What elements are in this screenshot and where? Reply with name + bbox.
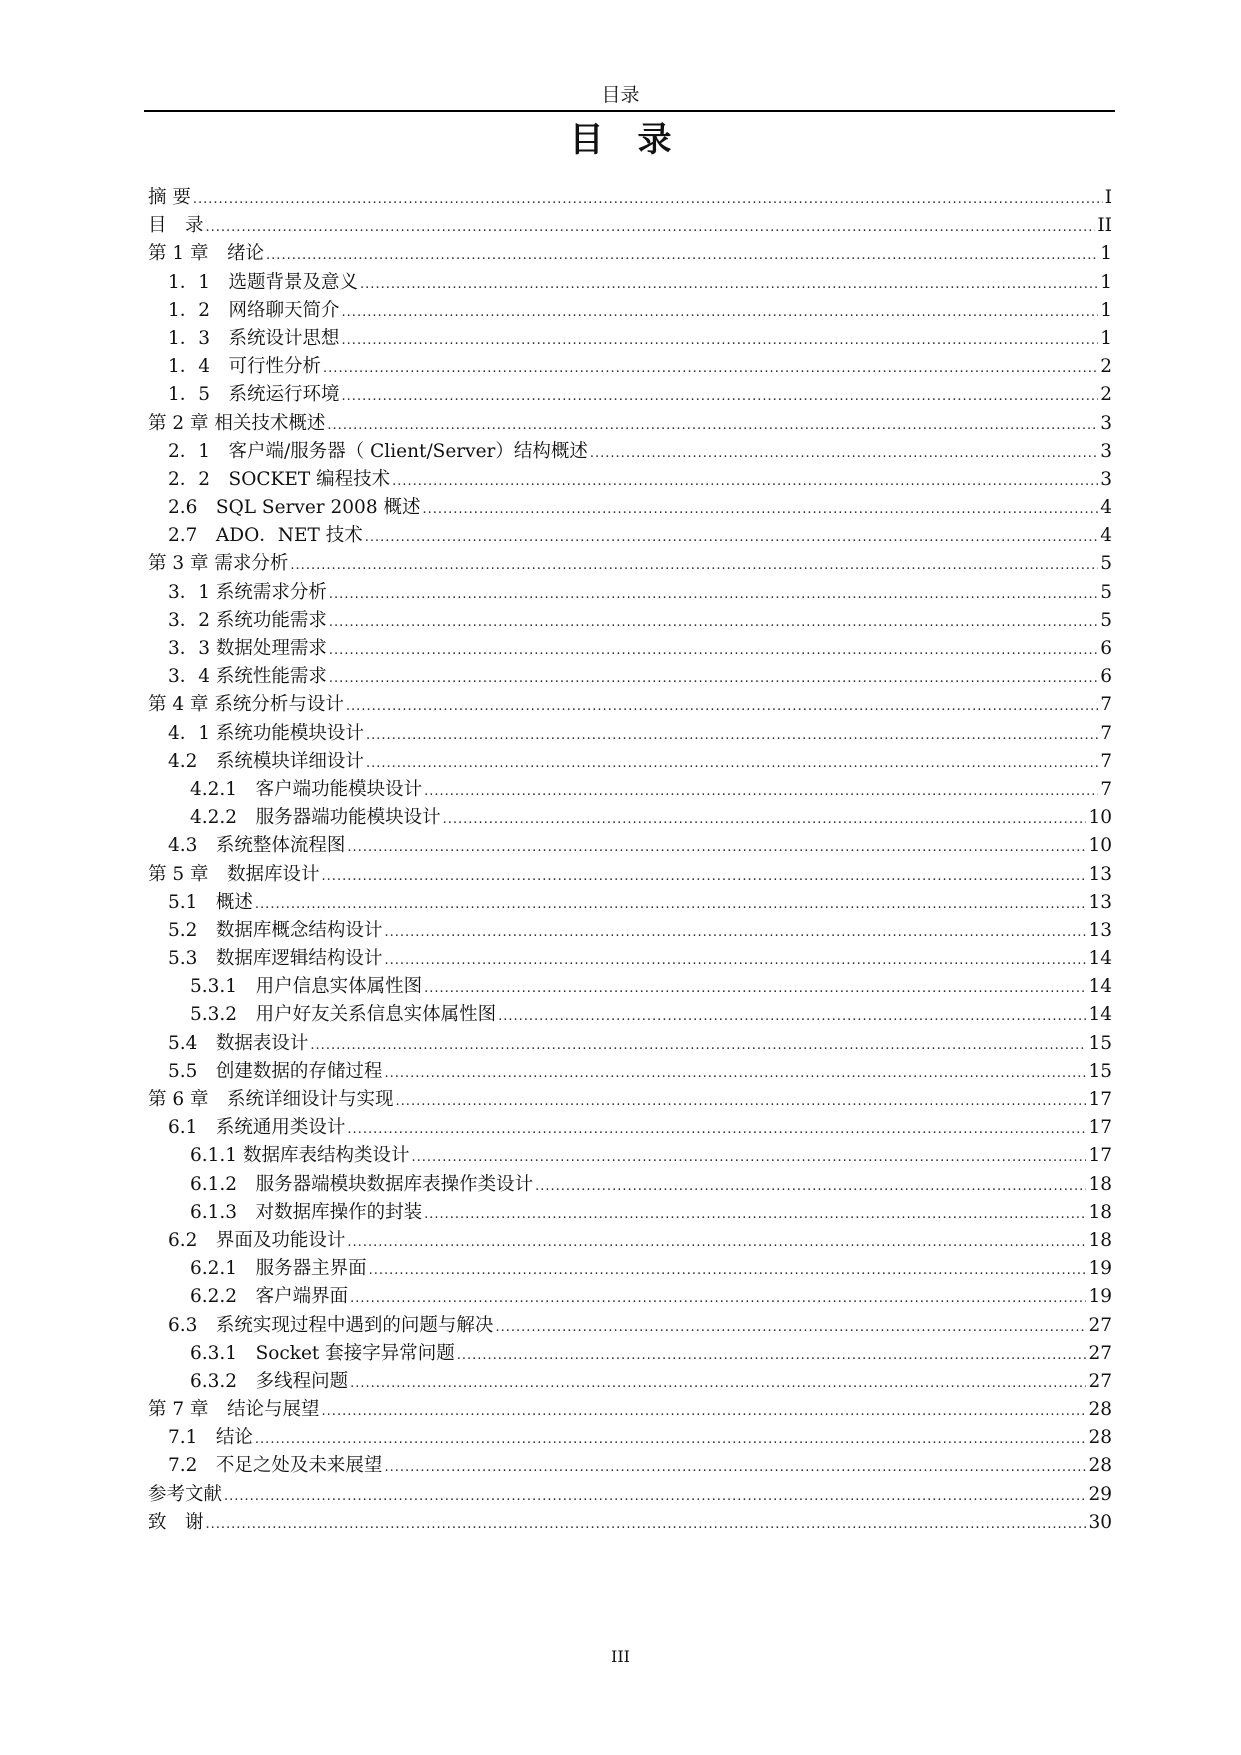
toc-entry[interactable] (148, 1255, 1112, 1283)
toc-entry-title: 第 3 章 需求分析 (148, 553, 289, 575)
dot-leader (310, 1032, 1086, 1058)
toc-entry-page: 4 (1100, 525, 1112, 547)
dot-leader (255, 1426, 1087, 1452)
dot-leader (327, 412, 1098, 438)
toc-entry-title: 5.3 数据库逻辑结构设计 (168, 948, 383, 970)
dot-leader (384, 919, 1086, 945)
toc-entry-page: 5 (1100, 581, 1112, 603)
toc-entry-title: 1．1 选题背景及意义 (168, 271, 359, 293)
toc-entry[interactable] (148, 832, 1112, 860)
dot-leader (443, 806, 1087, 832)
dot-leader (342, 383, 1099, 409)
toc-entry-title: 4.2.1 客户端功能模块设计 (190, 778, 423, 800)
toc-entry-page: 5 (1100, 609, 1112, 631)
toc-entry[interactable] (148, 353, 1112, 381)
toc-entry-title: 1．2 网络聊天简介 (168, 299, 340, 321)
toc-entry-title: 6.1.1 数据库表结构类设计 (190, 1145, 410, 1167)
toc-entry-title: 1．4 可行性分析 (168, 356, 322, 378)
toc-entry-page: 30 (1088, 1511, 1112, 1533)
toc-entry-title: 参考文献 (148, 1483, 223, 1505)
toc-entry-page: 28 (1088, 1455, 1112, 1477)
header-rule (144, 110, 1115, 112)
toc-entry-title: 3．3 数据处理需求 (168, 638, 327, 659)
toc-entry[interactable] (148, 550, 1112, 578)
toc-entry-title: 6.2.1 服务器主界面 (190, 1258, 367, 1280)
toc-entry-page: 3 (1100, 412, 1112, 434)
dot-leader (255, 891, 1087, 917)
dot-leader (342, 327, 1099, 353)
toc-entry-page: 1 (1100, 327, 1112, 349)
toc-entry[interactable] (148, 1396, 1112, 1424)
toc-entry[interactable] (148, 325, 1112, 353)
toc-entry[interactable] (148, 1312, 1112, 1340)
running-header: 目录 (601, 84, 640, 106)
toc-entry[interactable] (148, 1114, 1112, 1142)
toc-entry-page: 17 (1088, 1089, 1112, 1110)
dot-leader (424, 1201, 1086, 1227)
toc-entry-page: 13 (1088, 863, 1112, 885)
toc-entry[interactable] (148, 945, 1112, 973)
toc-entry-title: 5.2 数据库概念结构设计 (168, 919, 383, 941)
toc-entry-title: 6.1.3 对数据库操作的封装 (190, 1201, 423, 1223)
toc-entry-title: 3．4 系统性能需求 (168, 666, 327, 688)
dot-leader (350, 1285, 1086, 1311)
toc-entry-page: 7 (1100, 778, 1112, 800)
toc-entry-page: 7 (1100, 750, 1112, 772)
dot-leader (366, 722, 1098, 748)
toc-entry-page: 1 (1100, 299, 1112, 321)
toc-entry[interactable] (148, 1058, 1112, 1086)
toc-entry-title: 第 7 章 结论与展望 (148, 1399, 320, 1421)
dot-leader (384, 947, 1086, 973)
toc-entry-page: 17 (1088, 1145, 1112, 1167)
toc-entry-page: 14 (1088, 1004, 1112, 1026)
toc-entry[interactable] (148, 1452, 1112, 1480)
dot-leader (498, 1003, 1086, 1029)
dot-leader (365, 524, 1099, 550)
dot-leader (266, 242, 1098, 268)
toc-entry-page: 18 (1088, 1173, 1112, 1195)
toc-entry-title: 5.4 数据表设计 (168, 1032, 309, 1054)
toc-entry[interactable] (148, 804, 1112, 832)
toc-entry-title: 7.1 结论 (168, 1427, 253, 1449)
toc-entry[interactable] (148, 381, 1112, 409)
toc-entry[interactable] (148, 607, 1112, 635)
toc-entry[interactable] (148, 297, 1112, 325)
toc-entry-title: 4.3 系统整体流程图 (168, 835, 346, 857)
toc-entry-title: 2．1 客户端/服务器（ Client/Server）结构概述 (168, 440, 588, 462)
toc-entry-page: 27 (1088, 1342, 1112, 1364)
dot-leader (457, 1342, 1087, 1368)
toc-entry-page: 29 (1088, 1483, 1112, 1505)
toc-entry-page: I (1104, 187, 1112, 208)
dot-leader (329, 581, 1098, 607)
toc-entry-page: 7 (1100, 694, 1112, 716)
toc-entry-title: 第 4 章 系统分析与设计 (148, 694, 344, 716)
dot-leader (422, 496, 1098, 522)
toc-entry-title: 第 1 章 绪论 (148, 243, 265, 265)
dot-leader (323, 355, 1098, 381)
toc-entry[interactable] (148, 1340, 1112, 1368)
toc-entry-page: 1 (1100, 243, 1112, 265)
toc-entry-page: 13 (1088, 919, 1112, 941)
toc-entry[interactable] (148, 1481, 1112, 1509)
dot-leader (424, 778, 1098, 804)
toc-entry[interactable] (148, 269, 1112, 297)
toc-entry[interactable] (148, 889, 1112, 917)
dot-leader (206, 214, 1096, 240)
dot-leader (342, 299, 1099, 325)
toc-entry[interactable] (148, 973, 1112, 1001)
toc-entry-title: 2.6 SQL Server 2008 概述 (168, 497, 421, 519)
toc-entry[interactable] (148, 635, 1112, 663)
toc-entry-title: 4．1 系统功能模块设计 (168, 722, 364, 744)
toc-entry-title: 6.1.2 服务器端模块数据库表操作类设计 (190, 1173, 534, 1195)
toc-entry-page: 3 (1100, 468, 1112, 490)
toc-entry[interactable] (148, 410, 1112, 438)
toc-entry-page: 4 (1100, 497, 1112, 519)
toc-entry-title: 7.2 不足之处及未来展望 (168, 1455, 383, 1477)
toc-entry[interactable] (148, 522, 1112, 550)
toc-entry[interactable] (148, 240, 1112, 268)
toc-entry-title: 6.3.1 Socket 套接字异常问题 (190, 1342, 455, 1364)
toc-entry-title: 5.3.1 用户信息实体属性图 (190, 976, 423, 998)
toc-entry-page: 27 (1088, 1314, 1112, 1336)
toc-entry[interactable] (148, 1368, 1112, 1396)
toc-entry-title: 6.2 界面及功能设计 (168, 1229, 346, 1251)
toc-entry[interactable] (148, 1142, 1112, 1170)
toc-entry[interactable] (148, 1509, 1112, 1537)
toc-entry[interactable] (148, 663, 1112, 691)
toc-entry[interactable] (148, 184, 1112, 212)
toc-entry[interactable] (148, 1227, 1112, 1255)
toc-entry-title: 5.5 创建数据的存储过程 (168, 1060, 383, 1082)
dot-leader (224, 1483, 1086, 1509)
dot-leader (384, 1060, 1086, 1086)
toc-entry-page: 6 (1100, 638, 1112, 659)
toc-entry-title: 1．3 系统设计思想 (168, 327, 340, 349)
dot-leader (329, 637, 1098, 663)
dot-leader (193, 186, 1103, 212)
toc-entry-page: 15 (1088, 1032, 1112, 1054)
toc-entry-title: 2．2 SOCKET 编程技术 (168, 468, 391, 490)
toc-entry[interactable] (148, 579, 1112, 607)
toc-entry[interactable] (148, 1283, 1112, 1311)
toc-entry[interactable] (148, 1424, 1112, 1452)
toc-entry-title: 5.3.2 用户好友关系信息实体属性图 (190, 1004, 497, 1026)
toc-entry[interactable] (148, 438, 1112, 466)
dot-leader (424, 975, 1086, 1001)
toc-entry-title: 目 录 (148, 215, 204, 237)
toc-entry[interactable] (148, 1030, 1112, 1058)
toc-entry-page: 28 (1088, 1427, 1112, 1449)
dot-leader (290, 552, 1098, 578)
toc-entry-page: 13 (1088, 891, 1112, 913)
dot-leader (350, 1370, 1086, 1396)
toc-entry[interactable] (148, 720, 1112, 748)
dot-leader (384, 1454, 1086, 1480)
toc-entry[interactable] (148, 861, 1112, 889)
dot-leader (392, 468, 1098, 494)
toc-entry[interactable] (148, 466, 1112, 494)
toc-entry-page: 27 (1088, 1370, 1112, 1392)
toc-entry-title: 4.2.2 服务器端功能模块设计 (190, 807, 441, 829)
dot-leader (396, 1088, 1087, 1114)
toc-entry-page: 19 (1088, 1258, 1112, 1280)
toc-entry-title: 6.3.2 多线程问题 (190, 1370, 349, 1392)
toc-entry-page: 14 (1088, 948, 1112, 970)
toc-entry-page: 28 (1088, 1399, 1112, 1421)
toc-entry-page: 2 (1100, 356, 1112, 378)
dot-leader (535, 1173, 1086, 1199)
toc-entry[interactable] (148, 1171, 1112, 1199)
toc-entry[interactable] (148, 776, 1112, 804)
toc-entry-page: 18 (1088, 1201, 1112, 1223)
toc-entry-title: 6.3 系统实现过程中遇到的问题与解决 (168, 1314, 494, 1336)
toc-entry-title: 3．1 系统需求分析 (168, 581, 327, 603)
toc-entry-title: 3．2 系统功能需求 (168, 609, 327, 631)
toc-entry-page: 15 (1088, 1060, 1112, 1082)
toc-entry-title: 第 2 章 相关技术概述 (148, 412, 326, 434)
page-number: III (611, 1647, 630, 1666)
toc-entry-page: 10 (1088, 835, 1112, 857)
toc-entry-title: 第 6 章 系统详细设计与实现 (148, 1089, 394, 1110)
dot-leader (347, 1229, 1086, 1255)
toc-entry-title: 摘 要 (148, 187, 191, 208)
toc-entry[interactable] (148, 1001, 1112, 1029)
toc-entry-page: 14 (1088, 976, 1112, 998)
dot-leader (369, 1257, 1087, 1283)
toc-entry-page: 2 (1100, 384, 1112, 406)
toc-entry-page: 17 (1088, 1117, 1112, 1139)
toc-entry-title: 1．5 系统运行环境 (168, 384, 340, 406)
dot-leader (411, 1144, 1086, 1170)
toc-entry-page: 3 (1100, 440, 1112, 462)
toc-entry-title: 第 5 章 数据库设计 (148, 863, 320, 885)
toc-entry[interactable] (148, 212, 1112, 240)
toc-entry-title: 6.1 系统通用类设计 (168, 1117, 346, 1139)
toc-entry[interactable] (148, 1086, 1112, 1114)
dot-leader (495, 1314, 1086, 1340)
dot-leader (360, 271, 1098, 297)
toc-entry-page: 1 (1100, 271, 1112, 293)
dot-leader (329, 609, 1098, 635)
dot-leader (366, 750, 1098, 776)
table-of-contents (148, 184, 1112, 1537)
dot-leader (590, 440, 1098, 466)
dot-leader (206, 1511, 1087, 1537)
toc-entry-page: 10 (1088, 807, 1112, 829)
toc-entry-page: 6 (1100, 666, 1112, 688)
dot-leader (346, 693, 1098, 719)
toc-entry-title: 4.2 系统模块详细设计 (168, 750, 364, 772)
toc-entry[interactable] (148, 917, 1112, 945)
dot-leader (322, 1398, 1087, 1424)
toc-entry-page: 18 (1088, 1229, 1112, 1251)
dot-leader (347, 834, 1086, 860)
toc-entry[interactable] (148, 748, 1112, 776)
dot-leader (322, 863, 1087, 889)
toc-entry-title: 6.2.2 客户端界面 (190, 1286, 349, 1308)
toc-entry[interactable] (148, 1199, 1112, 1227)
toc-entry[interactable] (148, 494, 1112, 522)
page-title: 目 录 (569, 120, 672, 160)
toc-entry-page: 5 (1100, 553, 1112, 575)
toc-entry-page: 7 (1100, 722, 1112, 744)
toc-entry-page: 19 (1088, 1286, 1112, 1308)
toc-entry-page: II (1097, 215, 1112, 237)
dot-leader (347, 1116, 1086, 1142)
toc-entry-title: 2.7 ADO．NET 技术 (168, 525, 363, 547)
toc-entry-title: 5.1 概述 (168, 891, 253, 913)
toc-entry[interactable] (148, 691, 1112, 719)
toc-entry-title: 致 谢 (148, 1511, 204, 1533)
dot-leader (329, 665, 1098, 691)
